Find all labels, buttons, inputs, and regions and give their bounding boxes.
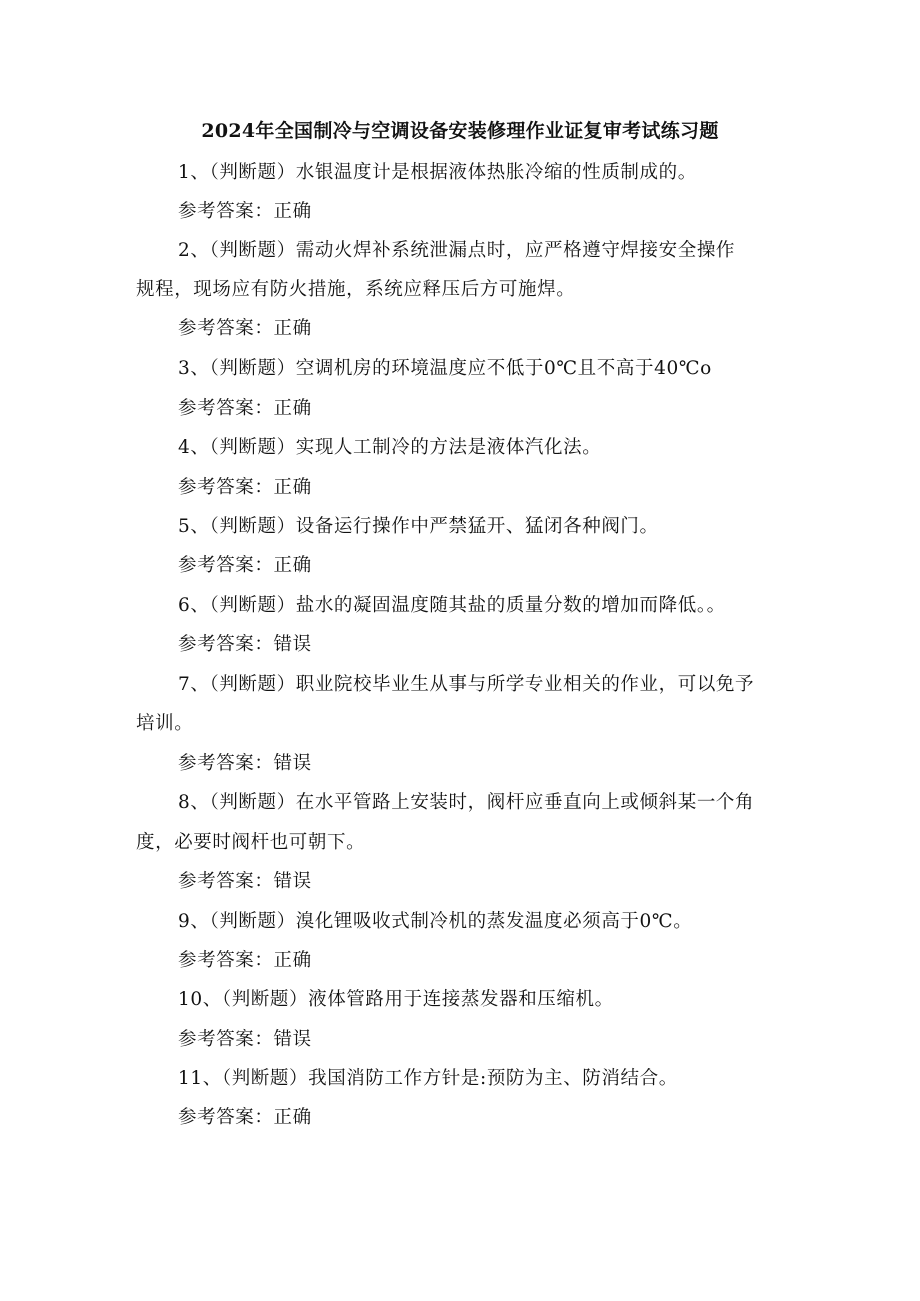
question-7-answer: 参考答案：错误 bbox=[178, 753, 312, 774]
question-9-answer: 参考答案：正确 bbox=[178, 950, 312, 971]
question-10-text: 10、（判断题）液体管路用于连接蒸发器和压缩机。 bbox=[178, 989, 614, 1010]
question-9-text: 9、（判断题）溴化锂吸收式制冷机的蒸发温度必须高于0℃。 bbox=[178, 911, 693, 932]
question-1-answer: 参考答案：正确 bbox=[178, 201, 312, 222]
question-4-text: 4、（判断题）实现人工制冷的方法是液体汽化法。 bbox=[178, 437, 602, 458]
question-7-text: 7、（判断题）职业院校毕业生从事与所学专业相关的作业，可以免予 bbox=[178, 674, 755, 695]
question-6-text: 6、（判断题）盐水的凝固温度随其盐的质量分数的增加而降低。。 bbox=[178, 595, 726, 616]
question-6-answer: 参考答案：错误 bbox=[178, 634, 312, 655]
question-5-answer: 参考答案：正确 bbox=[178, 555, 312, 576]
question-10-answer: 参考答案：错误 bbox=[178, 1029, 312, 1050]
question-1-text: 1、（判断题）水银温度计是根据液体热胀冷缩的性质制成的。 bbox=[178, 162, 697, 183]
question-2-text: 2、（判断题）需动火焊补系统泄漏点时，应严格遵守焊接安全操作 bbox=[178, 240, 736, 261]
question-8-text: 8、（判断题）在水平管路上安装时，阀杆应垂直向上或倾斜某一个角 bbox=[178, 792, 755, 813]
question-4-answer: 参考答案：正确 bbox=[178, 477, 312, 498]
question-2-answer: 参考答案：正确 bbox=[178, 318, 312, 339]
question-2-text-continued: 规程，现场应有防火措施，系统应释压后方可施焊。 bbox=[136, 279, 576, 300]
document-title: 2024年全国制冷与空调设备安装修理作业证复审考试练习题 bbox=[201, 120, 719, 142]
question-11-text: 11、（判断题）我国消防工作方针是:预防为主、防消结合。 bbox=[178, 1068, 678, 1089]
question-5-text: 5、（判断题）设备运行操作中严禁猛开、猛闭各种阀门。 bbox=[178, 516, 659, 537]
question-3-answer: 参考答案：正确 bbox=[178, 398, 312, 419]
question-8-answer: 参考答案：错误 bbox=[178, 871, 312, 892]
question-8-text-continued: 度，必要时阀杆也可朝下。 bbox=[136, 832, 366, 853]
question-11-answer: 参考答案：正确 bbox=[178, 1107, 312, 1128]
question-7-text-continued: 培训。 bbox=[136, 713, 194, 734]
question-3-text: 3、（判断题）空调机房的环境温度应不低于0℃且不高于40℃o bbox=[178, 358, 712, 379]
